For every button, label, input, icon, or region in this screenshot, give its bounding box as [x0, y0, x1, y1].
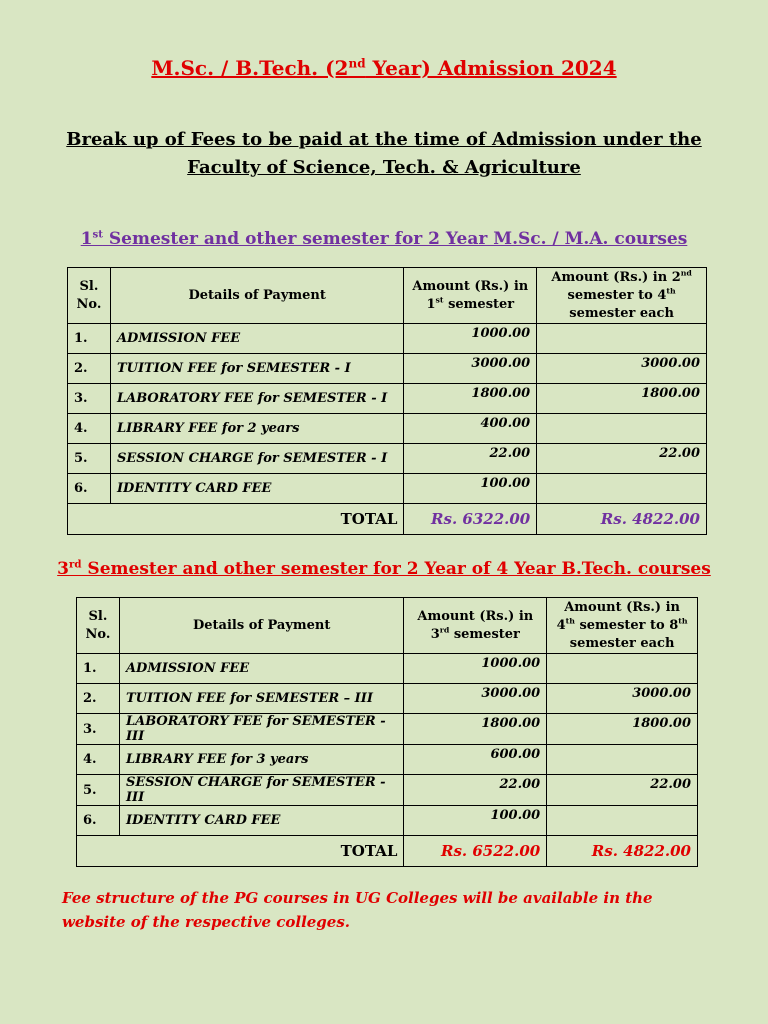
header-amount-first: Amount (Rs.) in 3rd semester [404, 598, 547, 654]
row-sl: 6. [68, 474, 111, 504]
row-amount-first: 100.00 [404, 474, 537, 504]
row-amount-first: 3000.00 [404, 684, 547, 714]
table-row [68, 444, 707, 474]
row-amount-subsequent [547, 806, 698, 836]
row-details: ADMISSION FEE [119, 654, 403, 684]
row-amount-subsequent [537, 474, 707, 504]
row-amount-subsequent [547, 745, 698, 775]
row-details: LABORATORY FEE for SEMESTER - III [119, 714, 403, 745]
total-row [77, 836, 698, 867]
row-sl: 1. [68, 324, 111, 354]
row-amount-first: 600.00 [404, 745, 547, 775]
row-details: LIBRARY FEE for 3 years [119, 745, 403, 775]
row-sl: 5. [77, 775, 120, 806]
table-header-row [68, 268, 707, 324]
row-amount-first: 1800.00 [404, 714, 547, 745]
header-details: Details of Payment [110, 268, 403, 324]
total-row [68, 504, 707, 535]
row-amount-subsequent [537, 324, 707, 354]
row-amount-first: 100.00 [404, 806, 547, 836]
row-amount-first: 3000.00 [404, 354, 537, 384]
table-row [77, 654, 698, 684]
row-amount-first: 22.00 [404, 775, 547, 806]
table-row [68, 474, 707, 504]
page-title: M.Sc. / B.Tech. (2nd Year) Admission 2024 [151, 56, 617, 80]
row-amount-subsequent: 22.00 [547, 775, 698, 806]
row-sl: 6. [77, 806, 120, 836]
header-details: Details of Payment [119, 598, 403, 654]
header-amount-first: Amount (Rs.) in 1st semester [404, 268, 537, 324]
header-sl-no: Sl. No. [77, 598, 120, 654]
row-amount-subsequent: 1800.00 [537, 384, 707, 414]
table-row [68, 384, 707, 414]
row-amount-subsequent: 22.00 [537, 444, 707, 474]
row-amount-first: 22.00 [404, 444, 537, 474]
row-amount-subsequent: 1800.00 [547, 714, 698, 745]
row-details: ADMISSION FEE [110, 324, 403, 354]
table-row [77, 745, 698, 775]
row-amount-first: 1000.00 [404, 324, 537, 354]
table-row [77, 775, 698, 806]
total-first: Rs. 6522.00 [404, 836, 547, 867]
footer-note: Fee structure of the PG courses in UG Colleges will be available in the website of the respective colleges. [62, 889, 653, 931]
row-details: TUITION FEE for SEMESTER – III [119, 684, 403, 714]
table-header-row [77, 598, 698, 654]
row-sl: 3. [77, 714, 120, 745]
fee-table-btech [76, 597, 698, 867]
row-sl: 4. [77, 745, 120, 775]
fee-table-msc [67, 267, 707, 535]
page-subtitle: Break up of Fees to be paid at the time of Admission under the Faculty of Science, Tech. & Agriculture [66, 129, 702, 178]
row-sl: 1. [77, 654, 120, 684]
row-sl: 4. [68, 414, 111, 444]
row-sl: 5. [68, 444, 111, 474]
row-details: IDENTITY CARD FEE [119, 806, 403, 836]
row-amount-first: 1000.00 [404, 654, 547, 684]
table-row [77, 806, 698, 836]
row-amount-subsequent [537, 414, 707, 444]
row-amount-first: 400.00 [404, 414, 537, 444]
row-amount-subsequent [547, 654, 698, 684]
header-amount-subsequent: Amount (Rs.) in 4th semester to 8th semester each [547, 598, 698, 654]
total-first: Rs. 6322.00 [404, 504, 537, 535]
table-row [68, 354, 707, 384]
row-details: SESSION CHARGE for SEMESTER - I [110, 444, 403, 474]
total-subsequent: Rs. 4822.00 [547, 836, 698, 867]
row-amount-subsequent: 3000.00 [537, 354, 707, 384]
row-details: LIBRARY FEE for 2 years [110, 414, 403, 444]
row-amount-first: 1800.00 [404, 384, 537, 414]
row-sl: 2. [68, 354, 111, 384]
table-row [68, 414, 707, 444]
table-row [77, 714, 698, 745]
header-sl-no: Sl. No. [68, 268, 111, 324]
row-sl: 3. [68, 384, 111, 414]
row-details: TUITION FEE for SEMESTER - I [110, 354, 403, 384]
table-row [77, 684, 698, 714]
total-label: TOTAL [77, 836, 404, 867]
header-amount-subsequent: Amount (Rs.) in 2nd semester to 4th semester each [537, 268, 707, 324]
row-details: IDENTITY CARD FEE [110, 474, 403, 504]
row-amount-subsequent: 3000.00 [547, 684, 698, 714]
section-heading-msc: 1st Semester and other semester for 2 Year M.Sc. / M.A. courses [80, 228, 688, 249]
total-label: TOTAL [68, 504, 404, 535]
row-details: SESSION CHARGE for SEMESTER - III [119, 775, 403, 806]
row-details: LABORATORY FEE for SEMESTER - I [110, 384, 403, 414]
section-heading-btech: 3rd Semester and other semester for 2 Year of 4 Year B.Tech. courses [57, 558, 711, 579]
table-row [68, 324, 707, 354]
total-subsequent: Rs. 4822.00 [537, 504, 707, 535]
row-sl: 2. [77, 684, 120, 714]
